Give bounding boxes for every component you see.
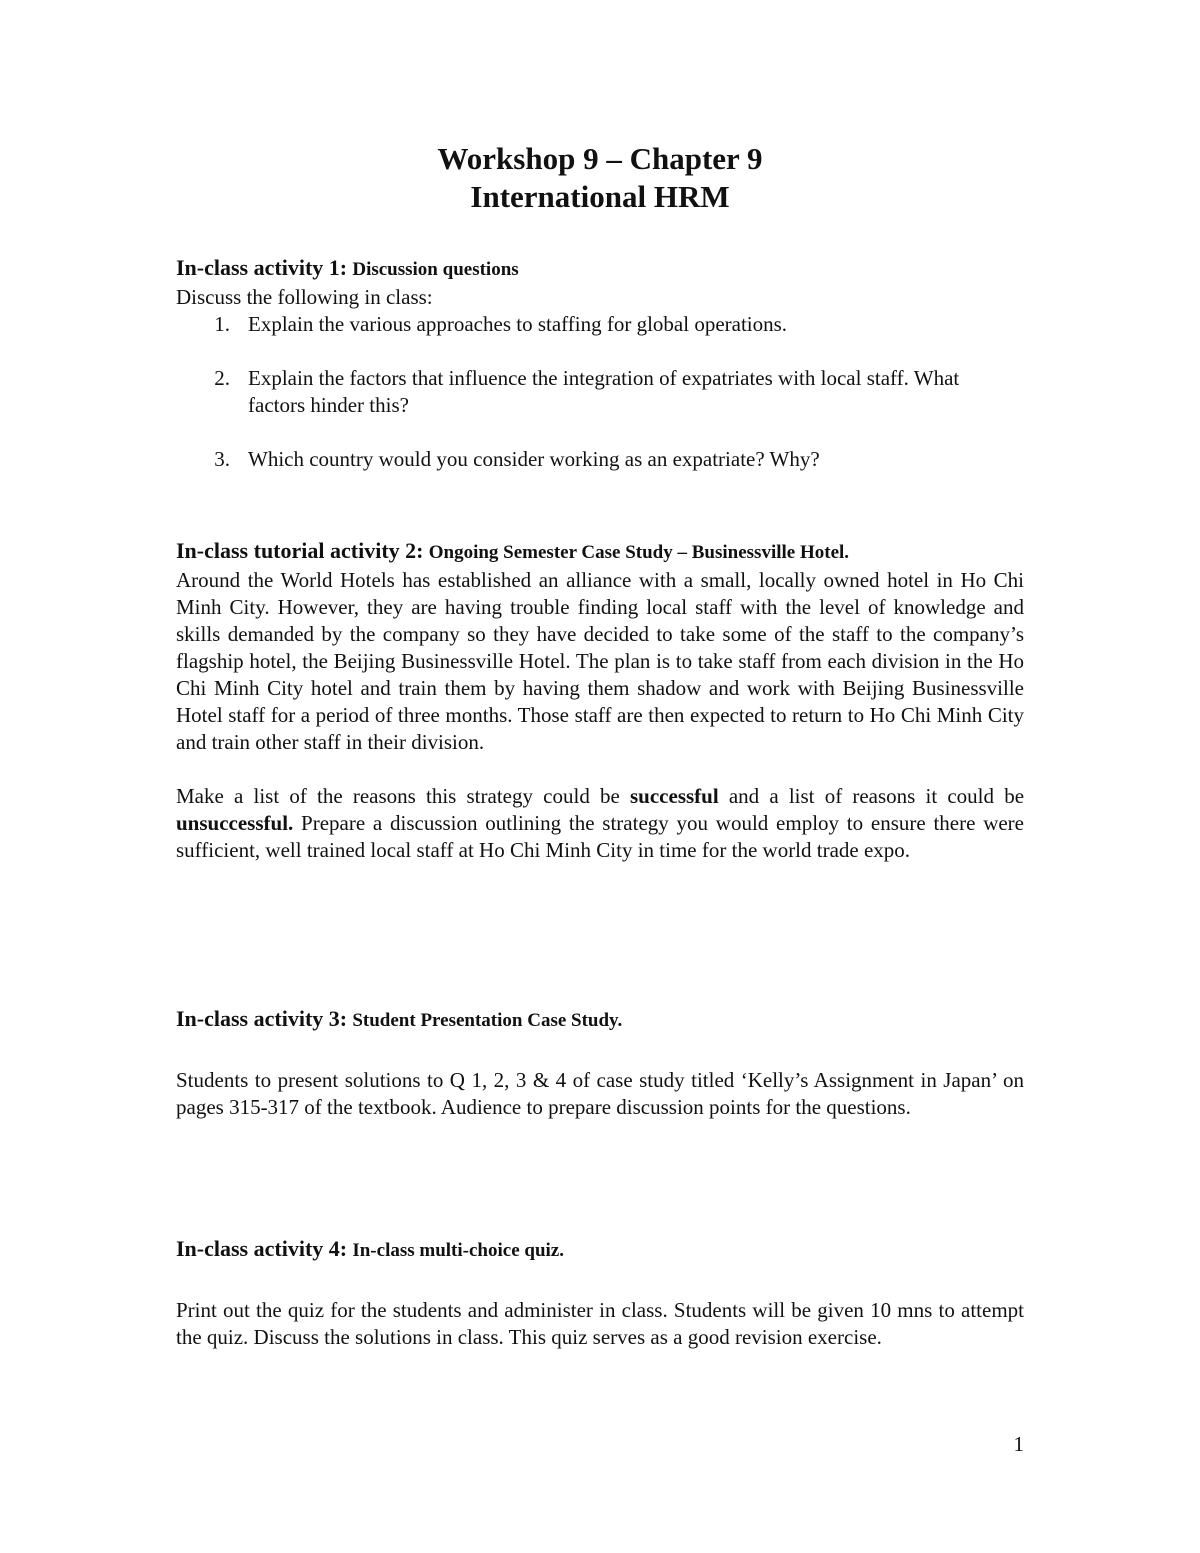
activity-4-section (176, 1235, 1024, 1351)
successful-emphasis: successful (630, 784, 719, 808)
activity-2-task-paragraph (176, 783, 1024, 864)
question-text: Explain the factors that influence the integration of expatriates with local staff. What factors hinder this? (248, 366, 960, 417)
activity-4-label: In-class activity 4: (176, 1236, 348, 1261)
activity-3-paragraph: Students to present solutions to Q 1, 2, 3 & 4 of case study titled ‘Kelly’s Assignment in Japan’ on pages 315-317 of the textbook. Audience to prepare discussion points for the questions. (176, 1068, 1024, 1119)
activity-1-label: In-class activity 1: (176, 255, 348, 280)
unsuccessful-emphasis: unsuccessful. (176, 811, 294, 835)
question-number: 2. (214, 366, 230, 390)
title-line-1: Workshop 9 – Chapter 9 (437, 141, 763, 176)
question-item (176, 365, 1024, 419)
activity-1-heading (176, 254, 1024, 284)
task-text: and a list of reasons it could be (718, 784, 1025, 808)
activity-2-subtitle: Ongoing Semester Case Study – Businessville Hotel. (428, 542, 850, 563)
activity-2-label: In-class tutorial activity 2: (176, 538, 424, 563)
question-text: Explain the various approaches to staffing for global operations. (248, 312, 788, 336)
title-line-2: International HRM (470, 179, 730, 214)
activity-2-section (176, 537, 1024, 864)
page-number: 1 (1013, 1432, 1024, 1456)
activity-2-case-paragraph: Around the World Hotels has established an alliance with a small, locally owned hotel in Ho Chi Minh City. However, they are having trouble finding local staff with the level of knowledge and skills demanded by the company so they have decided to take some of the staff to the company’s flagship hotel, the Beijing Businessville Hotel. The plan is to take staff from each division in the Ho Chi Minh City hotel and train them by having them shadow and work with Beijing Businessville Hotel staff for a period of three months. Those staff are then expected to return to Ho Chi Minh City and train other staff in their division. (176, 568, 1024, 754)
activity-4-subtitle: In-class multi-choice quiz. (352, 1240, 564, 1261)
document-title (0, 140, 1200, 216)
activity-1-section (176, 254, 1024, 473)
question-item (176, 311, 1024, 338)
activity-3-label: In-class activity 3: (176, 1006, 348, 1031)
task-text: Make a list of the reasons this strategy could be (176, 784, 630, 808)
question-text: Which country would you consider working as an expatriate? Why? (248, 447, 820, 471)
activity-4-heading (176, 1235, 1024, 1265)
activity-1-intro: Discuss the following in class: (176, 285, 433, 309)
activity-3-heading (176, 1005, 1024, 1035)
question-number: 1. (214, 312, 230, 336)
activity-2-heading (176, 537, 1024, 567)
activity-4-paragraph: Print out the quiz for the students and administer in class. Students will be given 10 mns to attempt the quiz. Discuss the solutions in class. This quiz serves as a good revision exercise. (176, 1298, 1024, 1349)
activity-3-subtitle: Student Presentation Case Study. (352, 1010, 623, 1031)
activity-3-section (176, 1005, 1024, 1121)
discussion-question-list (176, 311, 1024, 473)
question-item (176, 446, 1024, 473)
task-text: Prepare a discussion outlining the strategy you would employ to ensure there were sufficient, well trained local staff at Ho Chi Minh City in time for the world trade expo. (176, 811, 1024, 862)
activity-1-subtitle: Discussion questions (352, 259, 519, 280)
question-number: 3. (214, 447, 230, 471)
